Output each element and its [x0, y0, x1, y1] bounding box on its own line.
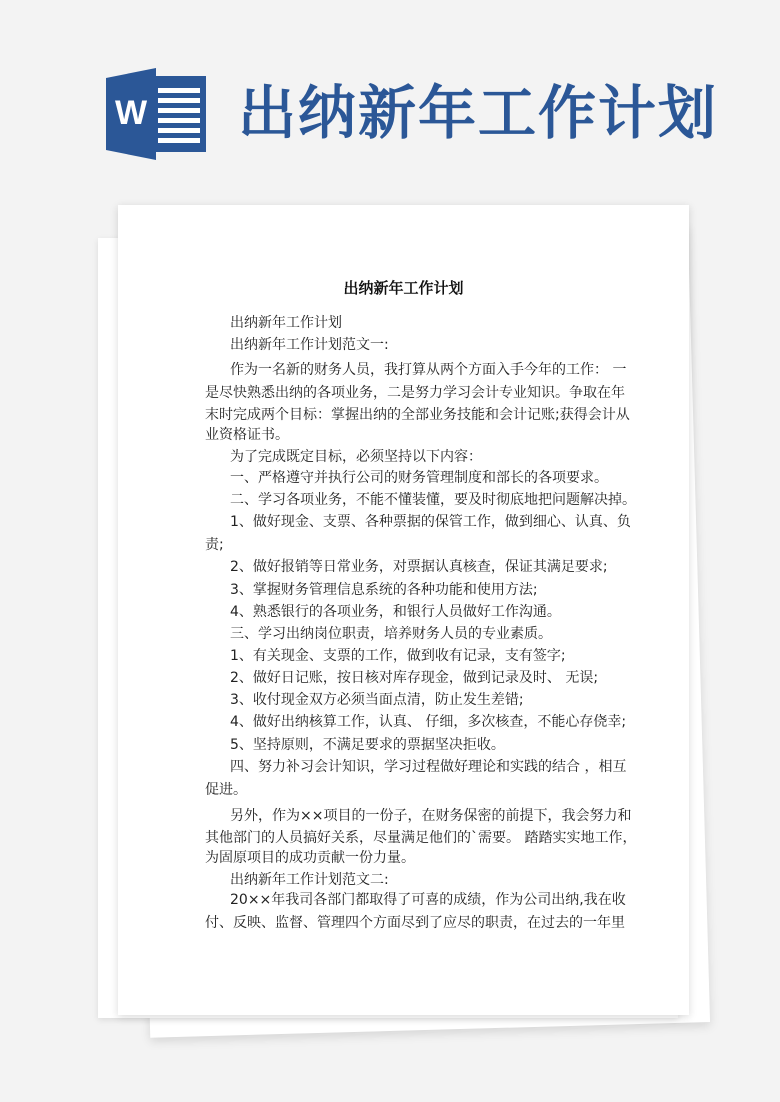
paragraph-line: 四、努力补习会计知识，学习过程做好理论和实践的结合 ，相互 [230, 759, 627, 775]
paragraph-line: 1、做好现金、支票、各种票据的保管工作，做到细心、认真、负 [230, 514, 631, 530]
paragraph-line: 一、严格遵守并执行公司的财务管理制度和部长的各项要求。 [230, 470, 608, 486]
paragraph-line: 业资格证书。 [205, 427, 289, 443]
paragraph-line: 付、反映、监督、管理四个方面尽到了应尽的职责，在过去的一年里 [205, 915, 625, 931]
paragraph-line: 责; [205, 537, 224, 553]
paragraph-line: 4、熟悉银行的各项业务，和银行人员做好工作沟通。 [230, 604, 561, 620]
paragraph-line: 是尽快熟悉出纳的各项业务，二是努力学习会计专业知识。争取在年 [205, 385, 625, 401]
paragraph-line: 另外，作为××项目的一份子，在财务保密的前提下，我会努力和 [230, 808, 632, 824]
document-page [118, 205, 689, 1015]
paragraph-line: 三、学习出纳岗位职责，培养财务人员的专业素质。 [230, 626, 552, 642]
svg-text:W: W [114, 94, 148, 132]
paragraph-line: 3、掌握财务管理信息系统的各种功能和使用方法; [230, 582, 538, 598]
paragraph-line: 出纳新年工作计划范文一: [230, 337, 389, 353]
paragraph-line: 1、有关现金、支票的工作，做到收有记录，支有签字; [230, 648, 566, 664]
paragraph-line: 4、做好出纳核算工作，认真、 仔细，多次核查，不能心存侥幸; [230, 714, 627, 730]
paragraph-line: 为固原项目的成功贡献一份力量。 [205, 850, 415, 866]
paragraph-line: 作为一名新的财务人员，我打算从两个方面入手今年的工作： 一 [230, 362, 627, 378]
paragraph-line: 20××年我司各部门都取得了可喜的成绩，作为公司出纳,我在收 [230, 892, 626, 908]
paragraph-line: 末时完成两个目标：掌握出纳的全部业务技能和会计记账;获得会计从 [205, 407, 630, 423]
paragraph-line: 促进。 [205, 782, 247, 798]
paragraph-line: 3、收付现金双方必须当面点清，防止发生差错; [230, 692, 524, 708]
paragraph-line: 5、坚持原则，不满足要求的票据坚决拒收。 [230, 737, 505, 753]
paragraph-line: 出纳新年工作计划 [230, 315, 342, 331]
paragraph-line: 二、学习各项业务，不能不懂装懂，要及时彻底地把问题解决掉。 [230, 492, 636, 508]
paragraph-line: 2、做好报销等日常业务，对票据认真核查，保证其满足要求; [230, 559, 608, 575]
banner-title: 出纳新年工作计划 [238, 79, 719, 147]
document-title: 出纳新年工作计划 [343, 279, 464, 297]
paragraph-line: 出纳新年工作计划范文二: [230, 872, 389, 888]
paragraph-line: 2、做好日记账，按日核对库存现金，做到记录及时、 无误; [230, 670, 599, 686]
paragraph-line: 其他部门的人员搞好关系，尽量满足他们的`需要。 踏踏实实地工作， [205, 830, 637, 846]
paragraph-line: 为了完成既定目标，必须坚持以下内容： [230, 449, 482, 465]
word-logo-icon [106, 68, 208, 160]
